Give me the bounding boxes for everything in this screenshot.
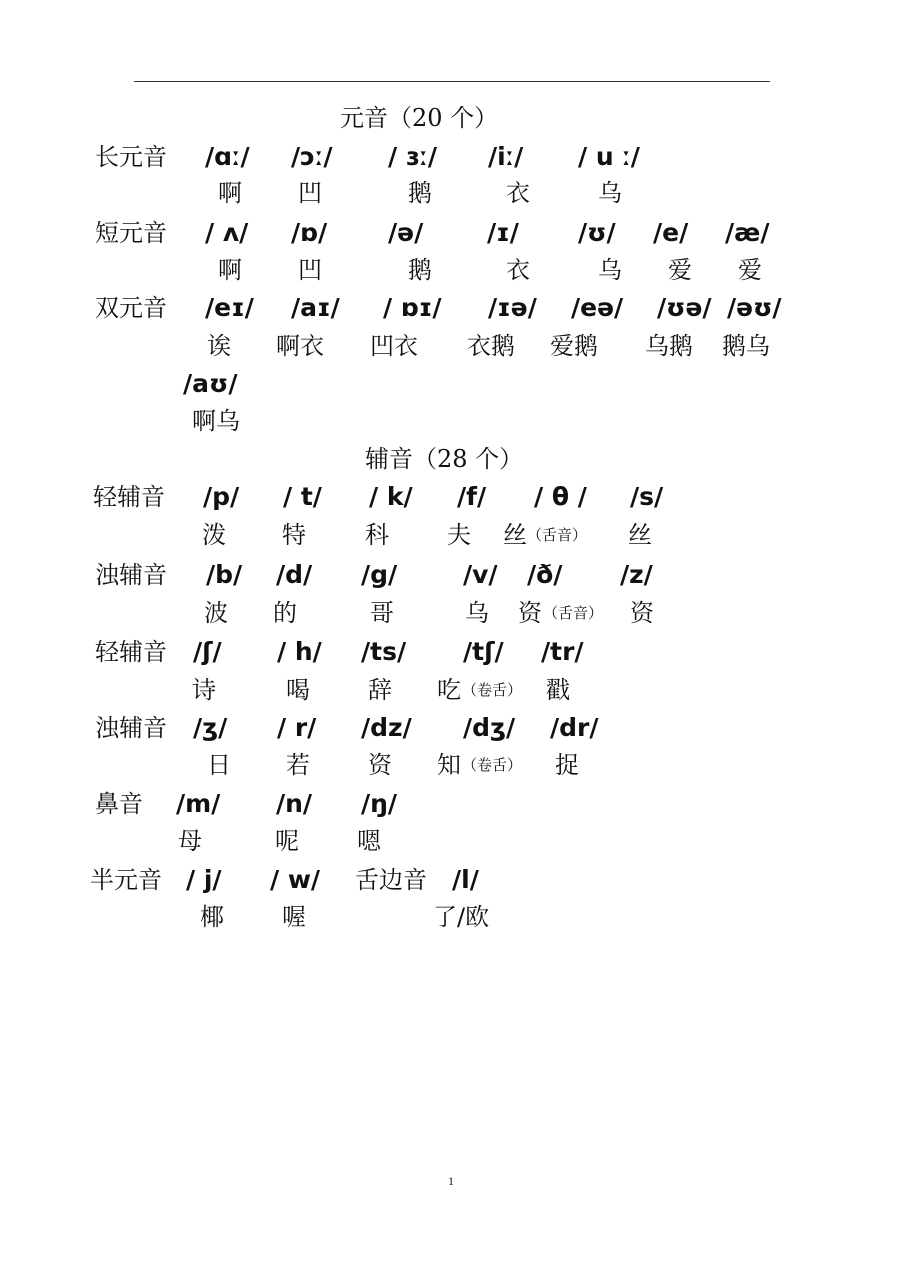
chinese-hint: 若 bbox=[286, 751, 310, 779]
ipa-symbol: / u ː/ bbox=[578, 142, 640, 171]
chinese-hint: 日 bbox=[207, 751, 231, 779]
chinese-hint: 椰 bbox=[200, 903, 224, 931]
chinese-hint: 爱 bbox=[738, 256, 762, 284]
ipa-symbol: /ɪ/ bbox=[487, 218, 519, 247]
ipa-symbol: /d/ bbox=[276, 560, 313, 589]
ipa-symbol: /z/ bbox=[620, 560, 653, 589]
chinese-hint: 诗 bbox=[192, 676, 216, 704]
chinese-hint: 鹅 bbox=[408, 179, 432, 207]
chinese-hint: 嗯 bbox=[357, 827, 381, 855]
chinese-hint: 鹅 bbox=[408, 256, 432, 284]
chinese-hint: 凹 bbox=[298, 256, 322, 284]
pronunciation-note: （卷舌） bbox=[462, 681, 523, 699]
chinese-hint: 资 bbox=[368, 751, 392, 779]
ipa-symbol: /ʃ/ bbox=[193, 637, 222, 666]
chinese-hint: 啊衣 bbox=[276, 332, 324, 360]
ipa-symbol: /eɪ/ bbox=[205, 293, 254, 322]
ipa-symbol: / j/ bbox=[186, 865, 222, 894]
chinese-hint: 科 bbox=[365, 521, 389, 549]
pronunciation-note: （卷舌） bbox=[462, 756, 523, 774]
ipa-symbol: /ʊ/ bbox=[578, 218, 616, 247]
ipa-symbol: /ʒ/ bbox=[193, 713, 228, 742]
chinese-hint: 资 bbox=[518, 599, 542, 627]
row-label: 短元音 bbox=[95, 219, 167, 247]
chinese-hint: 爱鹅 bbox=[550, 332, 598, 360]
chinese-hint: 喔 bbox=[282, 903, 306, 931]
row-label: 轻辅音 bbox=[93, 483, 165, 511]
chinese-hint: 衣 bbox=[506, 179, 530, 207]
chinese-hint: 夫 bbox=[447, 521, 471, 549]
chinese-hint: 丝 bbox=[503, 521, 527, 549]
chinese-hint: 乌 bbox=[598, 179, 622, 207]
row-label: 浊辅音 bbox=[95, 714, 167, 742]
ipa-symbol: /l/ bbox=[452, 865, 479, 894]
ipa-symbol: /ɑː/ bbox=[205, 142, 250, 171]
chinese-hint: 衣鹅 bbox=[467, 332, 515, 360]
row-label: 半元音 bbox=[90, 866, 162, 894]
ipa-symbol: /ɒ/ bbox=[291, 218, 328, 247]
ipa-symbol: /aɪ/ bbox=[291, 293, 340, 322]
chinese-hint: 爱 bbox=[668, 256, 692, 284]
section-title-consonants: 辅音（28 个） bbox=[365, 445, 524, 473]
ipa-symbol: /s/ bbox=[630, 482, 664, 511]
ipa-symbol: / h/ bbox=[277, 637, 322, 666]
row-label: 轻辅音 bbox=[95, 638, 167, 666]
chinese-hint: 呢 bbox=[275, 827, 299, 855]
chinese-hint: 特 bbox=[282, 521, 306, 549]
ipa-symbol: /dr/ bbox=[550, 713, 599, 742]
chinese-hint: 泼 bbox=[202, 521, 226, 549]
chinese-hint: 乌鹅 bbox=[645, 332, 693, 360]
ipa-symbol: /aʊ/ bbox=[183, 369, 238, 398]
chinese-hint: 吃 bbox=[437, 676, 461, 704]
ipa-symbol: /ɔː/ bbox=[291, 142, 333, 171]
ipa-symbol: /tr/ bbox=[541, 637, 584, 666]
chinese-hint: 戳 bbox=[546, 676, 570, 704]
ipa-symbol: /n/ bbox=[276, 789, 313, 818]
chinese-hint: 凹 bbox=[298, 179, 322, 207]
chinese-hint: 资 bbox=[630, 599, 654, 627]
chinese-hint: 啊乌 bbox=[192, 407, 240, 435]
ipa-symbol: /ʊə/ bbox=[657, 293, 712, 322]
row-label: 双元音 bbox=[95, 294, 167, 322]
ipa-symbol: /iː/ bbox=[488, 142, 524, 171]
ipa-symbol: / θ / bbox=[534, 482, 587, 511]
ipa-symbol: / w/ bbox=[270, 865, 321, 894]
ipa-symbol: /g/ bbox=[361, 560, 398, 589]
ipa-symbol: /b/ bbox=[206, 560, 243, 589]
chinese-hint: 母 bbox=[178, 827, 202, 855]
ipa-symbol: /m/ bbox=[176, 789, 221, 818]
ipa-symbol: / t/ bbox=[283, 482, 322, 511]
ipa-symbol: /ts/ bbox=[361, 637, 407, 666]
ipa-symbol: / r/ bbox=[277, 713, 317, 742]
row-label: 长元音 bbox=[95, 143, 167, 171]
ipa-symbol: /tʃ/ bbox=[463, 637, 504, 666]
ipa-symbol: /dz/ bbox=[361, 713, 412, 742]
page-number: 1 bbox=[448, 1174, 454, 1188]
ipa-symbol: / ɒɪ/ bbox=[383, 293, 442, 322]
ipa-symbol: /ŋ/ bbox=[361, 789, 398, 818]
header-rule bbox=[134, 81, 770, 82]
row-label: 舌边音 bbox=[355, 866, 427, 894]
chinese-hint: 丝 bbox=[628, 521, 652, 549]
ipa-symbol: /e/ bbox=[653, 218, 689, 247]
chinese-hint: 啊 bbox=[218, 179, 242, 207]
chinese-hint: 哥 bbox=[370, 599, 394, 627]
row-label: 浊辅音 bbox=[95, 561, 167, 589]
ipa-symbol: /eə/ bbox=[571, 293, 624, 322]
ipa-symbol: /æ/ bbox=[725, 218, 770, 247]
chinese-hint: 辞 bbox=[368, 676, 392, 704]
ipa-symbol: /v/ bbox=[463, 560, 498, 589]
chinese-hint: 乌 bbox=[598, 256, 622, 284]
chinese-hint: 诶 bbox=[207, 332, 231, 360]
ipa-symbol: / ɜː/ bbox=[388, 142, 438, 171]
section-title-vowels: 元音（20 个） bbox=[340, 104, 499, 132]
ipa-symbol: /əʊ/ bbox=[727, 293, 782, 322]
ipa-symbol: / ʌ/ bbox=[205, 218, 249, 247]
ipa-symbol: /ə/ bbox=[388, 218, 424, 247]
chinese-hint: 衣 bbox=[506, 256, 530, 284]
chinese-hint: 凹衣 bbox=[370, 332, 418, 360]
ipa-symbol: /dʒ/ bbox=[463, 713, 516, 742]
pronunciation-note: （舌音） bbox=[543, 604, 604, 622]
chinese-hint: 乌 bbox=[465, 599, 489, 627]
row-label: 鼻音 bbox=[95, 790, 143, 818]
chinese-hint: 鹅乌 bbox=[722, 332, 770, 360]
ipa-symbol: / k/ bbox=[369, 482, 413, 511]
chinese-hint: 波 bbox=[204, 599, 228, 627]
ipa-symbol: /f/ bbox=[457, 482, 487, 511]
chinese-hint: 喝 bbox=[286, 676, 310, 704]
chinese-hint: 知 bbox=[437, 751, 461, 779]
ipa-symbol: /p/ bbox=[203, 482, 240, 511]
ipa-symbol: /ð/ bbox=[527, 560, 563, 589]
pronunciation-note: （舌音） bbox=[527, 526, 588, 544]
chinese-hint: 啊 bbox=[218, 256, 242, 284]
chinese-hint: 了/欧 bbox=[433, 903, 490, 931]
ipa-symbol: /ɪə/ bbox=[488, 293, 537, 322]
chinese-hint: 的 bbox=[273, 599, 297, 627]
chinese-hint: 捉 bbox=[555, 751, 579, 779]
